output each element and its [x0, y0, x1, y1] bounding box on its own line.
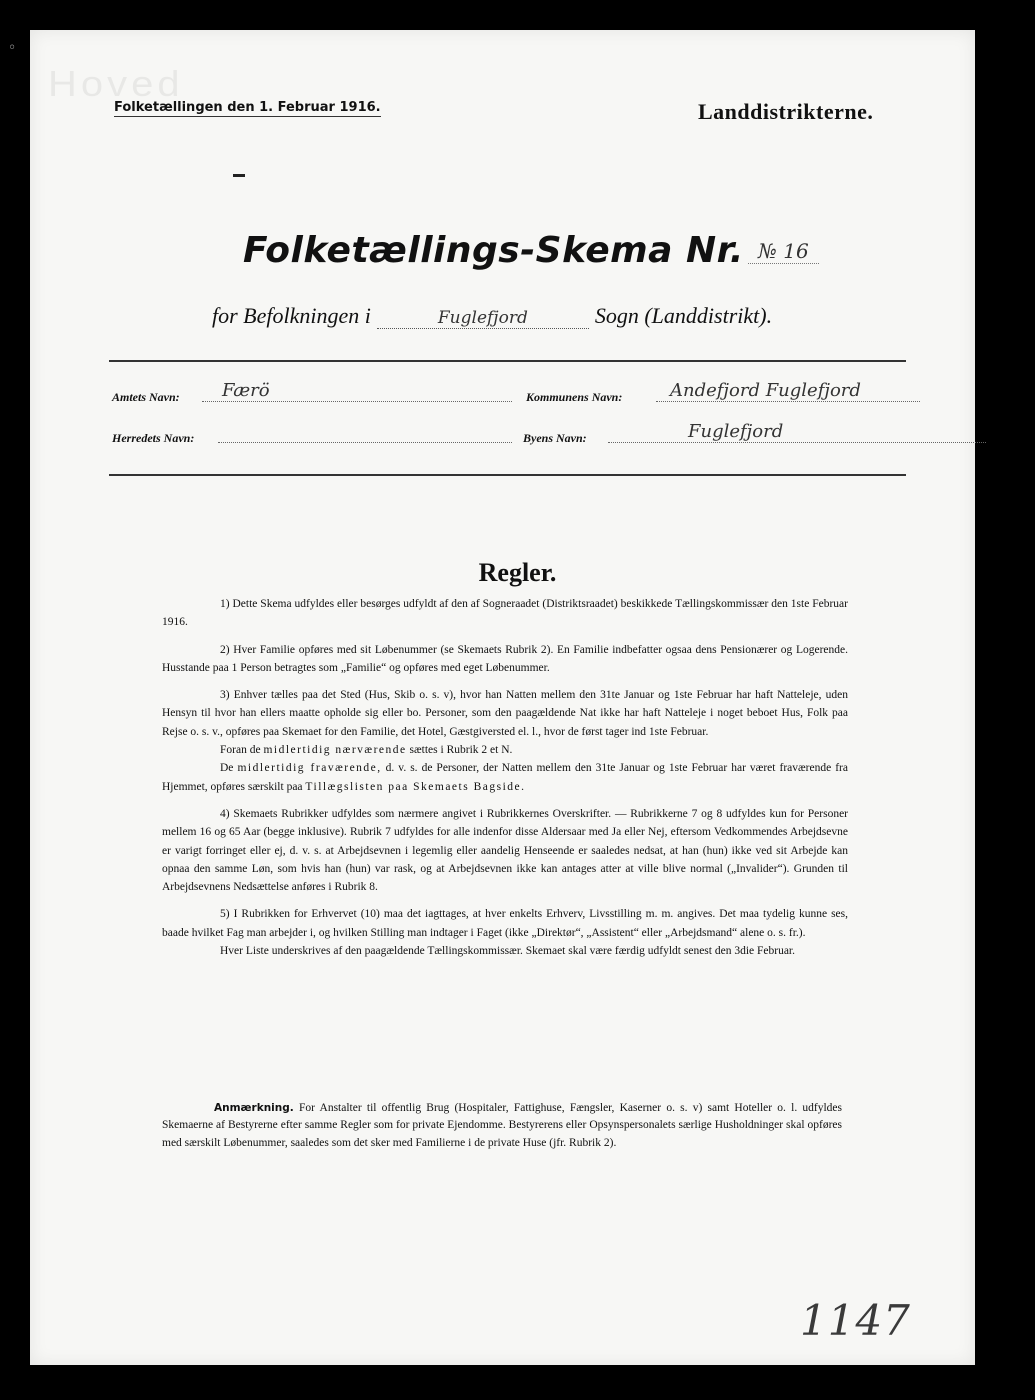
rule-1: 1) Dette Skema udfyldes eller besørges udfyldt af den af Sogneraadet (Distriktsraadet) beskikkede Tællingskommissær den 1ste Februar 1916. [162, 598, 848, 629]
form-number-handwritten: № 16 [748, 239, 819, 264]
rule-3-present-post: sættes i Rubrik 2 et N. [409, 744, 513, 757]
dash-mark [233, 174, 245, 177]
remark-paragraph [162, 1100, 842, 1152]
corner-mark: ◦ [8, 40, 17, 56]
subtitle-suffix: Sogn (Landdistrikt). [594, 303, 773, 328]
divider-top [109, 360, 906, 362]
herred-label: Herredets Navn: [112, 431, 195, 445]
rules-heading: Regler. [478, 558, 557, 587]
by-label: Byens Navn: [523, 431, 587, 445]
subtitle-prefix: for Befolkningen i [212, 303, 371, 328]
divider-bottom [109, 474, 906, 476]
rule-4: 4) Skemaets Rubrikker udfyldes som nærmere angivet i Rubrikkernes Overskrifter. — Rubrikkerne 7 og 8 udfyldes kun for Personer mellem 16 og 65 Aar (begge inklusive). Rubrik 7 udfyldes for alle indenfor disse Aldersaar med Ja eller Nej, eftersom Vedkommendes Arbejdsevne er varigt forringet eller ej, d. v. s. at Arbejdsevnen i legemlig eller aandelig Henseende er saaledes nedsat, at han (hun) ikke ved sit Arbejde kan opnaa den samme Løn, som hvis han (hun) var rask, og at Arbejdsevnen ikke kan antages atter at ville blive normal („Invalider“). Grunden til Arbejdsevnens Nedsættelse anføres i Rubrik 8. [162, 807, 848, 894]
rule-6: Hver Liste underskrives af den paagældende Tællingskommissær. Skemaet skal være færdig udfyldt senest den 3die Februar. [220, 945, 795, 958]
amt-field: Færö [202, 381, 512, 402]
census-date-line: Folketællingen den 1. Februar 1916. [114, 100, 381, 115]
rule-3-absent [162, 759, 848, 796]
amt-label: Amtets Navn: [112, 390, 180, 404]
population-subtitle [212, 303, 772, 329]
by-field: Fuglefjord [608, 422, 986, 443]
district-type-heading: Landdistrikterne. [698, 99, 874, 124]
rule-3-absent-pre: De [220, 762, 234, 775]
rule-3-absent-spaced: midlertidig fraværende, [237, 762, 382, 775]
rules-text [162, 595, 848, 960]
rule-3-absent-spaced2: Tillægslisten paa Skemaets Bagside. [305, 780, 526, 793]
kommune-label: Kommunens Navn: [526, 390, 623, 404]
form-title: Folketællings-Skema Nr. [243, 230, 744, 271]
rule-3-present [162, 741, 848, 759]
remark-label: Anmærkning. [214, 1102, 294, 1114]
remark-section [162, 1100, 842, 1152]
herred-field [218, 422, 512, 443]
rule-3-present-spaced: midlertidig nærværende [263, 744, 407, 757]
parish-field: Fuglefjord [377, 308, 589, 329]
rule-2: 2) Hver Familie opføres med sit Løbenummer (se Skemaets Rubrik 2). En Familie indbefatter ogsaa dens Pensionærer og Logerende. Husstande paa 1 Person betragtes som „Familie“ og opføres med eget Løbenummer. [162, 643, 848, 674]
pencil-page-number: 1147 [800, 1296, 911, 1345]
rule-5: 5) I Rubrikken for Erhvervet (10) maa det iagttages, at hver enkelts Erhverv, Livsstilling m. m. angives. Det maa tydelig kunne ses, baade hvilket Fag man arbejder i, og hvilken Stilling man indtager i Faget (ikke „Direktør“, „Assistent“ eller „Arbejdsmand“ alene o. s. fr.). [162, 908, 848, 939]
kommune-field: Andefjord Fuglefjord [656, 381, 920, 402]
faint-stamp: Hoved [48, 64, 184, 104]
rule-3: 3) Enhver tælles paa det Sted (Hus, Skib o. s. v), hvor han Natten mellem den 31te Januar og 1ste Februar har haft Natteleje, uden Hensyn til hvor han ellers maatte opholde sig eller bo. Personer, som den paagældende Nat ikke har haft Natteleje i noget beboet Hus, Folk paa Rejse o. s. v., opføres paa Skemaet for den Familie, det Hotel, Gæstgiversted el. l., hvor de først tager ind 1ste Februar. [162, 689, 848, 738]
remark-text: For Anstalter til offentlig Brug (Hospitaler, Fattighuse, Fængsler, Kaserner o. s. v) samt Hoteller o. l. udfyldes Skemaerne af Bestyrerne efter samme Regler som for private Ejendomme. Bestyrerens eller Opsynspersonalets særlige Husholdninger skal opføres med særskilt Løbenummer, saaledes som det sker med Familierne i de private Huse (jfr. Rubrik 2). [162, 1102, 843, 1149]
form-title-line [243, 230, 819, 271]
rule-3-present-pre: Foran de [220, 744, 261, 757]
rule-3-absent-mid: d. v. s. de Personer, der Natten mellem den 31te Januar og 1ste Februar har været fraværende fra Hjemmet, opføres særskilt paa [162, 762, 848, 793]
